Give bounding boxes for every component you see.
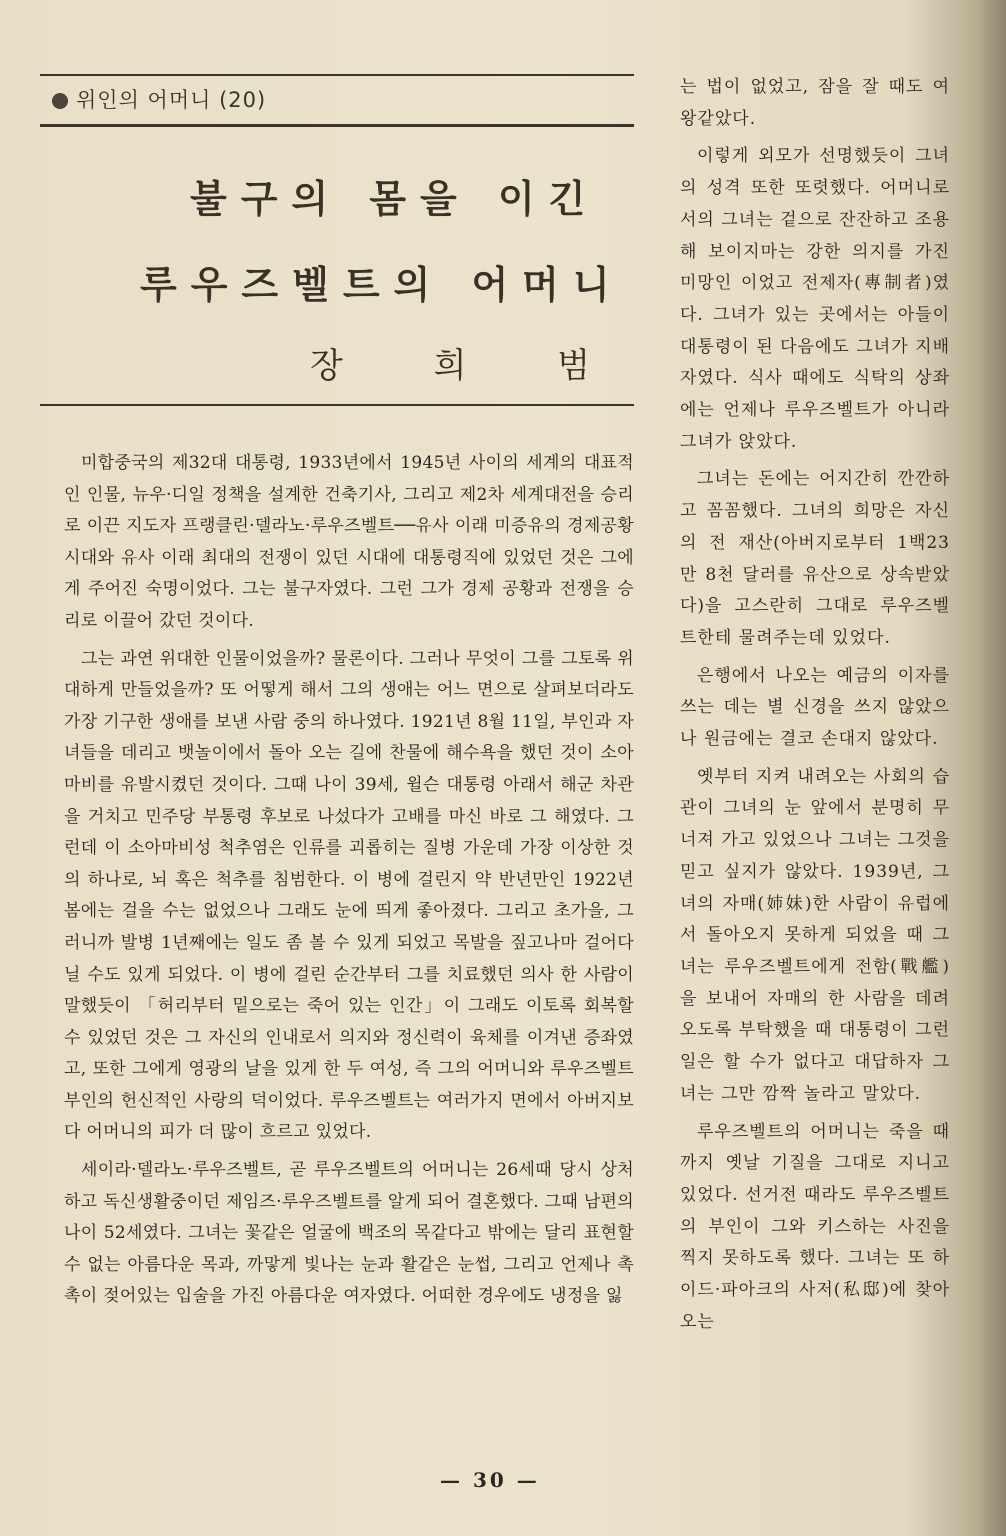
paragraph: 는 법이 없었고, 잠을 잘 때도 여왕같았다. — [680, 77, 950, 129]
paragraph: 세이라·델라노·루우즈벨트, 곧 루우즈벨트의 어머니는 26세때 당시 상처하고 독신생활중이던 제임즈·루우즈벨트를 알게 되어 결혼했다. 그때 남편의 나이 52세였다. 그녀는 꽃같은 얼굴에 백조의 목같다고 밖에는 달리 표현할 수 없는 아름다운 목과, 까맣게 빛나는 눈과 활같은 눈썹, 그리고 언제나 촉촉이 젖어있는 입술을 가진 아름다운 여자였다. 어떠한 경우에도 냉정을 잃 — [64, 1160, 634, 1307]
author-char: 장 — [310, 346, 343, 386]
header-rule-bottom — [40, 124, 634, 127]
left-column — [64, 448, 634, 1319]
series-title: 위인의 어머니 (20) — [76, 88, 267, 112]
paragraph: 미합중국의 제32대 대통령, 1933년에서 1945년 사이의 세계의 대표적인 인물, 뉴우·디일 정책을 설계한 건축기사, 그리고 제2차 세계대전을 승리로 이끈 지도자 프랭클린·델라노·루우즈벨트──유사 이래 미증유의 경제공황시대와 유사 이래 최대의 전쟁이 있던 시대에 대통령직에 있었던 것은 그에게 주어진 숙명이었다. 그는 불구자였다. 그런 그가 경제 공황과 전쟁을 승리로 이끌어 갔던 것이다. — [64, 453, 634, 631]
paragraph: 그는 과연 위대한 인물이었을까? 물론이다. 그러나 무엇이 그를 그토록 위대하게 만들었을까? 또 어떻게 해서 그의 생애는 어느 면으로 살펴보더라도 가장 기구한 생애를 보낸 사람 중의 하나였다. 1921년 8월 11일, 부인과 자녀들을 데리고 뱃놀이에서 돌아 오는 길에 찬물에 해수욕을 했던 것이 소아마비를 유발시켰던 것이다. 그때 나이 39세, 윌슨 대통령 아래서 해군 차관을 거치고 민주당 부통령 후보로 나섰다가 고배를 마신 바로 그 해였다. 그런데 이 소아마비성 척추염은 인류를 괴롭히는 질병 가운데 가장 이상한 것의 하나로, 뇌 혹은 척추를 침범한다. 이 병에 걸린지 약 반년만인 1922년 봄에는 걸을 수는 없었으나 그래도 눈에 띄게 좋아졌다. 그리고 초가을, 그러니까 발병 1년째에는 일도 좀 볼 수 있게 되었고 목발을 짚고나마 걸어다닐 수도 있게 되었다. 이 병에 걸린 순간부터 그를 치료했던 의사 한 사람이 말했듯이 「허리부터 밑으로는 죽어 있는 인간」이 그래도 이토록 회복할 수 있었던 것은 그 자신의 인내로서 의지와 정신력이 육체를 이겨낸 증좌였고, 또한 그에게 영광의 날을 있게 한 두 여성, 즉 그의 어머니와 루우즈벨트 부인의 헌신적인 사랑의 덕이었다. 루우즈벨트는 여러가지 면에서 아버지보다 어머니의 피가 더 많이 흐르고 있었다. — [64, 648, 635, 1143]
article-title-line2: 루우즈벨트의 어머니 — [140, 263, 624, 307]
bullet-icon — [52, 93, 68, 109]
header-rule-top — [40, 74, 634, 76]
right-column — [680, 72, 950, 1344]
article-title-line1: 불구의 몸을 이긴 — [190, 177, 600, 221]
paragraph: 이렇게 외모가 선명했듯이 그녀의 성격 또한 또렷했다. 어머니로서의 그녀는 겉으로 잔잔하고 조용해 보이지마는 강한 의지를 가진 미망인 이었고 전제자(專制者)였다. 그녀가 있는 곳에서는 아들이 대통령이 된 다음에도 그녀가 지배자였다. 식사 때에도 식탁의 상좌에는 언제나 루우즈벨트가 아니라 그녀가 앉았다. — [680, 146, 950, 452]
page-number: — 30 — — [440, 1468, 540, 1492]
series-header — [52, 84, 266, 114]
paragraph: 옛부터 지켜 내려오는 사회의 습관이 그녀의 눈 앞에서 분명히 무너져 가고 있었으나 그녀는 그것을 믿고 싶지가 않았다. 1939년, 그녀의 자매(姉妹)한 사람이 유럽에서 돌아오지 못하게 되었을 때 그녀는 루우즈벨트에게 전함(戰艦)을 보내어 자매의 한 사람을 데려오도록 부탁했을 때 대통령이 그런 일은 할 수가 없다고 대답하자 그녀는 그만 깜짝 놀라고 말았다. — [680, 766, 950, 1104]
paragraph: 은행에서 나오는 예금의 이자를 쓰는 데는 별 신경을 쓰지 않았으나 원금에는 결코 손대지 않았다. — [680, 665, 950, 750]
author-name — [310, 338, 590, 387]
author-char: 범 — [557, 346, 590, 386]
paragraph: 루우즈벨트의 어머니는 죽을 때까지 옛날 기질을 그대로 지니고 있었다. 선거전 때라도 루우즈벨트의 부인이 그와 키스하는 사진을 찍지 못하도록 했다. 그녀는 또 하이드·파아크의 사저(私邸)에 찾아 오는 — [680, 1121, 950, 1332]
title-rule — [40, 404, 634, 406]
author-char: 희 — [433, 346, 467, 386]
paragraph: 그녀는 돈에는 어지간히 깐깐하고 꼼꼼했다. 그녀의 희망은 자신의 전 재산(아버지로부터 1백23만 8천 달러를 유산으로 상속받았다)을 고스란히 그대로 루우즈벨트한테 물려주는데 있었다. — [680, 469, 950, 648]
